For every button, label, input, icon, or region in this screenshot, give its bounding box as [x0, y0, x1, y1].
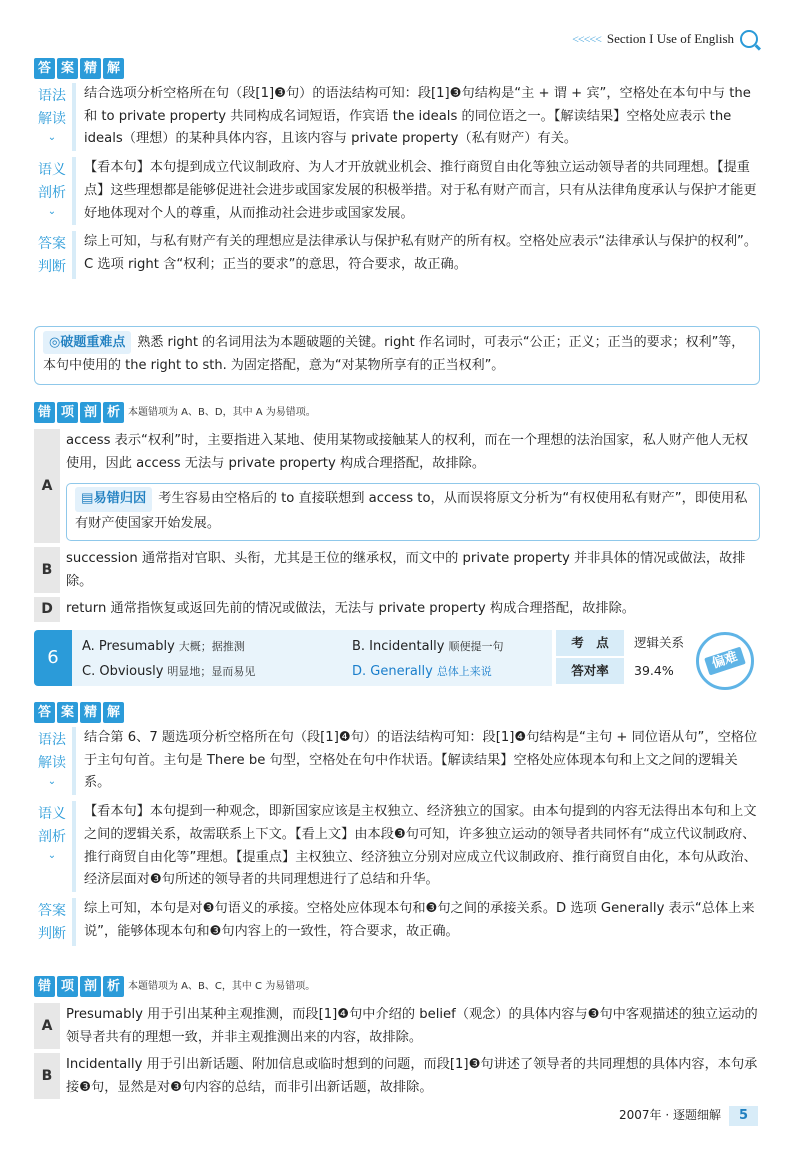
page-number: 5 — [729, 1106, 758, 1126]
option-letter: D — [34, 597, 60, 622]
option-a-analysis — [34, 429, 760, 543]
page-footer — [619, 1105, 758, 1126]
semantic-analysis-text: 【看本句】本句提到一种观念，即新国家应该是主权独立、经济独立的国家。由本句提到的内容无法得出本句和上文之间的逻辑关系，故需联系上下文。【看上文】由本段❸句可知，许多独立运动的领导者共同怀有“成立代议制政府、推行商贸自由化等”理想。【提重点】主权独立、经济独立分别对应成立代议制政府、推行商贸自由化，本句从政治、经济层面对❸句所述的领导者的共同理想进行了总结和升华。 — [84, 804, 757, 888]
option-b-analysis — [34, 547, 760, 593]
meta-accuracy-label: 答对率 — [556, 658, 624, 684]
difficulty-stamp: 偏难 — [696, 632, 754, 690]
side-label-answer: 答案 判断 — [38, 236, 66, 276]
section-tag-answer-explanation: 答 案 精 解 — [34, 702, 124, 723]
option-a-analysis — [34, 1003, 760, 1049]
side-label-grammar: 语法 解读 ⌄ — [38, 88, 66, 144]
footer-label: 2007年 · 逐题细解 — [618, 1108, 721, 1122]
semantic-analysis-row — [34, 801, 760, 892]
option-b-text: succession 通常指对官职、头衔，尤其是王位的继承权，而文中的 private property 并非具体的情况或做法，故排除。 — [66, 551, 746, 590]
error-cause-label: ▤易错归因 — [75, 487, 152, 511]
answer-judgement-text: 综上可知，与私有财产有关的理想应是法律承认与保护私有财产的所有权。空格处应表示“法律承认与保护的权利”。C 选项 right 含“权利；正当的要求”的意思，符合要求，故正确。 — [84, 234, 758, 272]
wrong-options-section-2 — [34, 976, 760, 1103]
wrong-options-section-1 — [34, 402, 760, 626]
option-d-correct: D. Generally 总体上来说 — [352, 664, 492, 679]
error-cause-text: 考生容易由空格后的 to 直接联想到 access to，从而误将原文分析为“有权使用私有财产”，即使用私有财产使国家开始发展。 — [75, 491, 748, 531]
answer-judgement-row — [34, 231, 760, 279]
side-label-semantic: 语义 剖析 ⌄ — [38, 162, 66, 218]
option-d-analysis — [34, 597, 760, 622]
section-tag-answer-explanation: 答 案 精 解 — [34, 58, 124, 79]
meta-key-point-value: 逻辑关系 — [634, 635, 685, 650]
side-label-semantic: 语义 剖析 ⌄ — [38, 806, 66, 862]
semantic-analysis-text: 【看本句】本句提到成立代议制政府、为人才开放就业机会、推行商贸自由化等独立运动领导者的共同理想。【提重点】这些理想都是能够促进社会进步或国家发展的积极举措。对于私有财产而言，只有从法律角度承认与保护才能更好地体现对个人的尊重，从而推动社会进步或国家发展。 — [84, 160, 757, 221]
side-label-answer: 答案 判断 — [38, 902, 66, 943]
question-6-box — [34, 630, 760, 686]
magnifier-icon — [740, 30, 758, 48]
answer-judgement-row — [34, 898, 760, 946]
side-label-grammar: 语法 解读 ⌄ — [38, 732, 66, 788]
grammar-analysis-text: 结合选项分析空格所在句（段[1]❸句）的语法结构可知：段[1]❸句结构是“主 + 谓 + 宾”，空格处在本句中与 the 和 to private property 共同构成名词短语，作宾语 the ideals 的同位语之一。【解读结果】空格处应表示 the ideals（理想）的某种具体内容，且该内容与 private property（私有财产）有关。 — [84, 86, 751, 147]
option-a-text: access 表示“权利”时，主要指进入某地、使用某物或接触某人的权利，而在一个理想的法治国家，私人财产他人无权使用，因此 access 无法与 private property 构成合理搭配，故排除。 — [66, 433, 749, 472]
answer-explanation-section-1 — [34, 58, 760, 285]
error-cause-tip — [66, 483, 760, 541]
option-a: A. Presumably 大概；据推测 — [82, 639, 245, 654]
option-a-text: Presumably 用于引出某种主观推测，而段[1]❹句中介绍的 belief（观念）的具体内容与❸句中客观描述的独立运动的领导者共有的理想一致，并非主观推测出来的内容，故排除。 — [66, 1007, 758, 1046]
meta-key-point-label: 考 点 — [556, 630, 624, 656]
arrows-icon: <<<<< — [572, 31, 601, 46]
tip-text: 熟悉 right 的名词用法为本题破题的关键。right 作名词时，可表示“公正；正义；正当的要求；权利”等，本句中使用的 the right to sth. 为固定搭配，意为“对某物所享有的正当权利”。 — [43, 335, 745, 374]
grammar-analysis-text: 结合第 6、7 题选项分析空格所在句（段[1]❹句）的语法结构可知：段[1]❹句结构是“主句 + 同位语从句”，空格位于主句句首。主句是 There be 句型，空格处在句中作状语。【解读结果】空格处应体现本句和上文之间的逻辑关系。 — [84, 730, 758, 791]
question-meta — [556, 630, 706, 686]
question-options — [72, 630, 552, 686]
option-letter: B — [34, 547, 60, 593]
question-number: 6 — [34, 630, 72, 686]
option-d-text: return 通常指恢复或返回先前的情况或做法，无法与 private property 构成合理搭配，故排除。 — [66, 601, 635, 617]
option-letter: A — [34, 1003, 60, 1049]
running-header — [572, 28, 758, 51]
section-title: Section I Use of English — [606, 31, 734, 46]
wrong-options-note: 本题错项为 A、B、C，其中 C 为易错项。 — [128, 980, 316, 992]
meta-accuracy-value: 39.4% — [634, 663, 674, 678]
section-tag-wrong-options: 错 项 剖 析 — [34, 976, 124, 997]
option-b-text: Incidentally 用于引出新话题、附加信息或临时想到的问题，而段[1]❸句讲述了领导者的共同理想的具体内容，本句承接❸句，显然是对❸句内容的总结，而非引出新话题，故排除。 — [66, 1057, 758, 1096]
option-b-analysis — [34, 1053, 760, 1099]
option-letter: A — [34, 429, 60, 543]
tip-label: ◎破题重难点 — [43, 331, 131, 354]
grammar-analysis-row — [34, 727, 760, 795]
answer-explanation-section-2 — [34, 702, 760, 952]
answer-judgement-text: 综上可知，本句是对❸句语义的承接。空格处应体现本句和❸句之间的承接关系。D 选项 Generally 表示“总体上来说”，能够体现本句和❸句内容上的一致性，符合要求，故正确。 — [84, 900, 755, 939]
semantic-analysis-row — [34, 157, 760, 225]
option-b: B. Incidentally 顺便提一句 — [352, 639, 504, 654]
key-difficulty-tip — [34, 326, 760, 385]
wrong-options-note: 本题错项为 A、B、D，其中 A 为易错项。 — [128, 406, 316, 418]
grammar-analysis-row — [34, 83, 760, 151]
section-tag-wrong-options: 错 项 剖 析 — [34, 402, 124, 423]
option-c: C. Obviously 明显地；显而易见 — [82, 664, 256, 679]
option-letter: B — [34, 1053, 60, 1099]
